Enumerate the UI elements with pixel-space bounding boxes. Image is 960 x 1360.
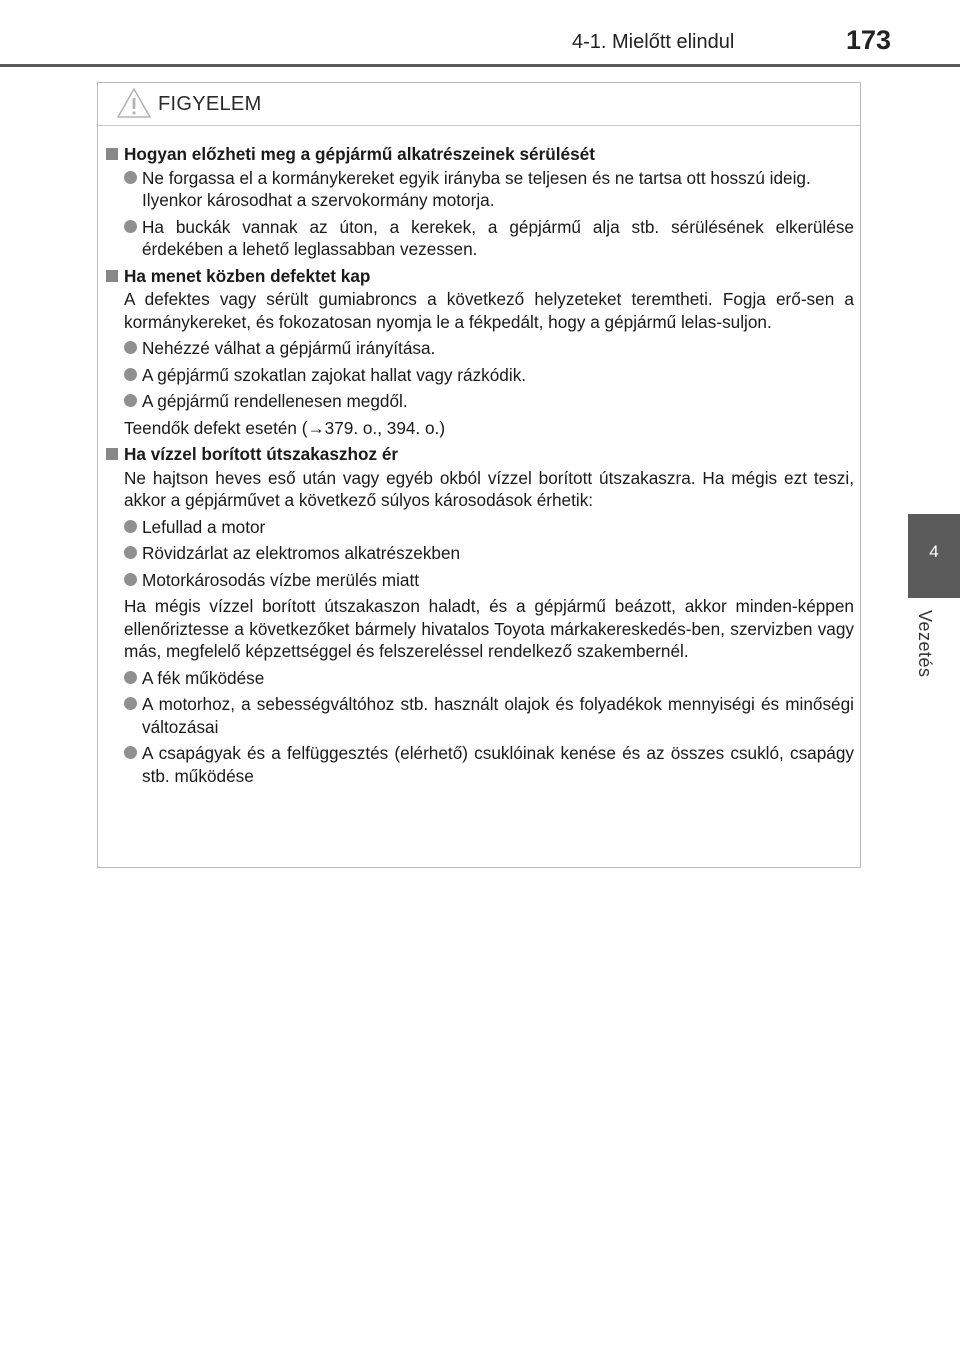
header-rule (0, 64, 960, 67)
list-item-text: Motorkárosodás vízbe merülés miatt (142, 569, 420, 590)
list-item-note: Ilyenkor károsodhat a szervokormány motorja. (142, 190, 495, 210)
paragraph: Ha mégis vízzel borított útszakaszon haladt, és a gépjármű beázott, akkor minden-képpen ellenőriztesse a következőket bármely hivatalos Toyota márkakereskedés-ben, szervizben vagy más, megfelelő képzettséggel és felszereléssel rendelkező szakembernél. (124, 596, 854, 661)
round-bullet-icon (124, 697, 137, 710)
list-item-text: A fék működése (142, 667, 265, 688)
list-item (104, 693, 854, 738)
section-heading (104, 143, 854, 166)
list-item (104, 742, 854, 787)
chapter-label: Vezetés (915, 610, 935, 678)
round-bullet-icon (124, 368, 137, 381)
round-bullet-icon (124, 341, 137, 354)
round-bullet-icon (124, 394, 137, 407)
round-bullet-icon (124, 520, 137, 533)
round-bullet-icon (124, 171, 137, 184)
section-title: 4-1. Mielőtt elindul (572, 31, 735, 53)
list-item-text: Rövidzárlat az elektromos alkatrészekben (142, 543, 461, 563)
list-item-text: A csapágyak és a felfüggesztés (elérhető) csuklóinak kenése és az összes csukló, csapágy stb. működése (142, 743, 854, 786)
list-item (104, 337, 854, 360)
section-heading-text: Hogyan előzheti meg a gépjármű alkatrészeinek sérülését (124, 144, 595, 164)
warning-header (98, 83, 860, 126)
list-item (104, 216, 854, 261)
list-item-text: A gépjármű szokatlan zajokat hallat vagy rázkódik. (142, 364, 527, 385)
warning-box (97, 82, 861, 868)
section-heading-text: Ha menet közben defektet kap (124, 265, 371, 286)
round-bullet-icon (124, 546, 137, 559)
list-item (104, 667, 854, 690)
square-bullet-icon (106, 148, 118, 160)
list-item (104, 516, 854, 539)
list-item (104, 167, 854, 212)
page-number: 173 (846, 25, 892, 55)
section-heading (104, 443, 854, 466)
paragraph: Ne hajtson heves eső után vagy egyéb okból vízzel borított útszakaszra. Ha mégis ezt teszi, akkor a gépjárművet a következő súlyos károsodások érhetik: (124, 467, 854, 510)
square-bullet-icon (106, 448, 118, 460)
round-bullet-icon (124, 573, 137, 586)
list-item-text: Ha buckák vannak az úton, a kerekek, a gépjármű alja stb. sérülésének elkerülése érdekében a lehető leglassabban vezessen. (142, 216, 854, 259)
round-bullet-icon (124, 671, 137, 684)
page-header (0, 0, 960, 66)
round-bullet-icon (124, 746, 137, 759)
section-heading (104, 265, 854, 288)
section-heading-text: Ha vízzel borított útszakaszhoz ér (124, 444, 399, 464)
list-item-text: A motorhoz, a sebességváltóhoz stb. használt olajok és folyadékok mennyiségi és minőségi változásai (142, 694, 854, 737)
chapter-tab-number: 4 (929, 542, 939, 561)
section-flooded-road (104, 443, 854, 787)
section-parts-damage (104, 143, 854, 261)
warning-content (104, 143, 854, 791)
list-item-text: A gépjármű rendellenesen megdől. (142, 391, 408, 411)
list-item-text: Lefullad a motor (142, 516, 266, 537)
list-item (104, 390, 854, 413)
paragraph: A defektes vagy sérült gumiabroncs a következő helyzeteket teremtheti. Fogja erő-sen a kormánykereket, és fokozatosan nyomja le a fékpedált, hogy a gépjármű lelas-suljon. (124, 289, 854, 332)
list-item-text: Ne forgassa el a kormánykereket egyik irányba se teljesen és ne tartsa ott hosszú ideig. (142, 167, 811, 188)
list-item (104, 542, 854, 565)
warning-title: FIGYELEM (158, 93, 262, 115)
warning-triangle-icon (116, 87, 152, 124)
round-bullet-icon (124, 220, 137, 233)
list-item-text: Nehézzé válhat a gépjármű irányítása. (142, 338, 436, 358)
square-bullet-icon (106, 270, 118, 282)
list-item (104, 569, 854, 592)
section-flat-tire (104, 265, 854, 440)
chapter-tab[interactable] (908, 514, 960, 598)
cross-reference[interactable]: Teendők defekt esetén (→379. o., 394. o.) (124, 417, 446, 438)
list-item (104, 364, 854, 387)
